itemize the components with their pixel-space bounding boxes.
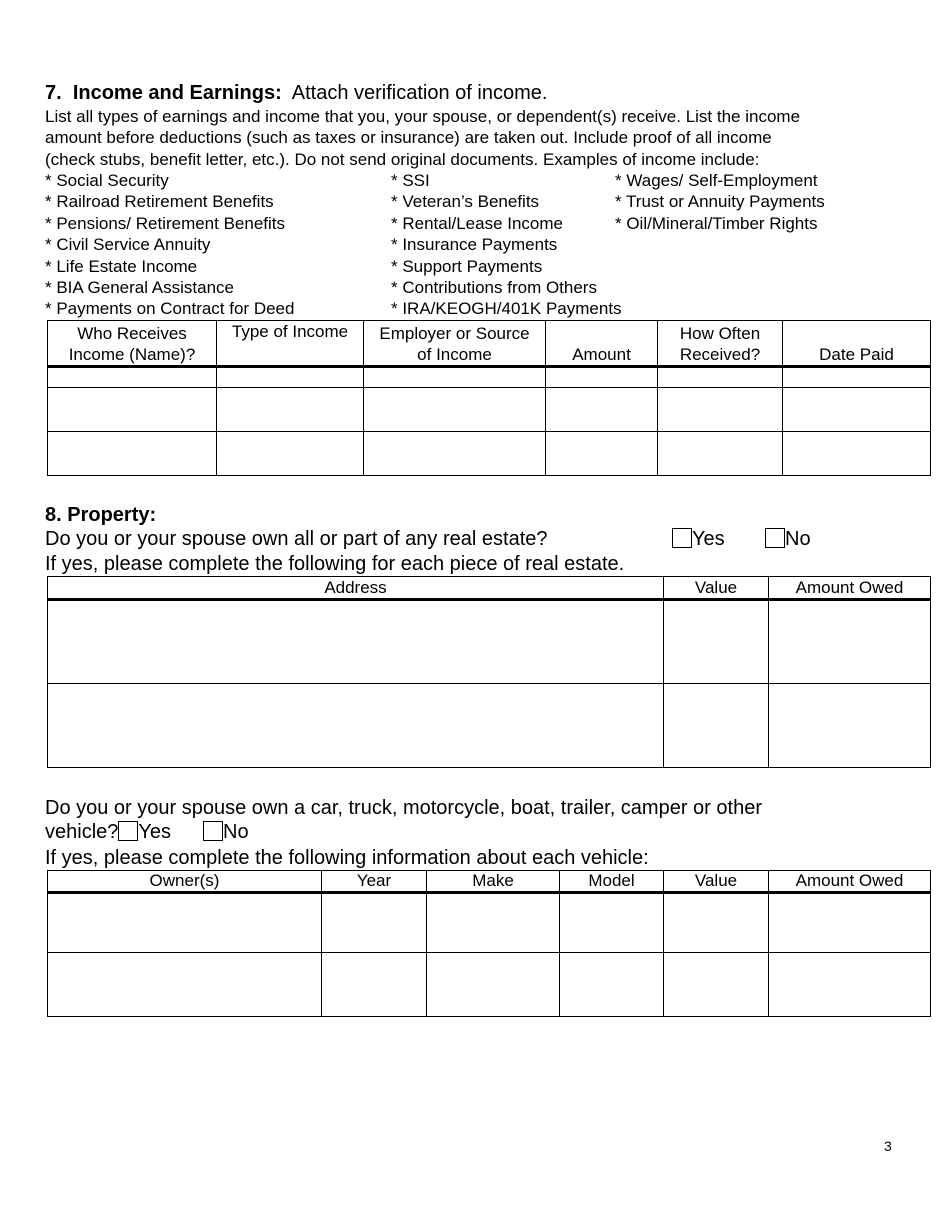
table-cell[interactable] [427, 893, 560, 953]
income-intro-line: List all types of earnings and income that you, your spouse, or dependent(s) receive. List the income [45, 107, 801, 126]
vehicle-col-year: Year [322, 871, 427, 893]
table-cell[interactable] [48, 432, 217, 476]
table-cell[interactable] [546, 388, 658, 432]
real-estate-instruction: If yes, please complete the following for each piece of real estate. [45, 553, 625, 575]
real-estate-question: Do you or your spouse own all or part of any real estate? [45, 528, 548, 550]
income-section-heading: Income and Earnings: [72, 82, 282, 104]
income-example: * Support Payments [391, 256, 543, 276]
income-section-title [45, 82, 547, 105]
vehicle-question-line1: Do you or your spouse own a car, truck, motorcycle, boat, trailer, camper or other [45, 797, 762, 819]
income-example: * SSI [391, 171, 430, 190]
vehicle-col-amount-owed: Amount Owed [769, 871, 931, 893]
income-col-type: Type of Income [217, 321, 364, 367]
vehicle-col-owner: Owner(s) [48, 871, 322, 893]
vehicle-col-make: Make [427, 871, 560, 893]
income-example: * Trust or Annuity Payments [615, 192, 825, 212]
vehicle-col-model: Model [560, 871, 664, 893]
table-row [48, 432, 931, 476]
real-estate-col-amount-owed: Amount Owed [769, 577, 931, 600]
income-col-frequency: How Often Received? [658, 321, 783, 367]
no-label: No [785, 528, 811, 550]
income-example: * Contributions from Others [391, 278, 597, 298]
table-cell[interactable] [217, 367, 364, 388]
income-example: * Pensions/ Retirement Benefits [45, 213, 286, 233]
income-col-amount: Amount [546, 321, 658, 367]
income-section-number: 7. [45, 82, 62, 104]
table-cell[interactable] [48, 388, 217, 432]
vehicle-yes-checkbox[interactable] [118, 821, 138, 841]
table-cell[interactable] [664, 684, 769, 768]
income-intro [45, 106, 800, 170]
table-cell[interactable] [364, 432, 546, 476]
income-example: * Railroad Retirement Benefits [45, 192, 274, 212]
table-row [48, 684, 931, 768]
page-number: 3 [884, 1138, 892, 1154]
vehicle-no-option[interactable] [203, 821, 249, 843]
table-cell[interactable] [783, 367, 931, 388]
real-estate-yes-option[interactable] [672, 528, 725, 551]
table-cell[interactable] [322, 893, 427, 953]
table-cell[interactable] [364, 367, 546, 388]
table-row [48, 367, 931, 388]
income-table [47, 320, 931, 476]
table-cell[interactable] [560, 953, 664, 1017]
income-example: * Veteran’s Benefits [391, 192, 540, 212]
yes-label: Yes [692, 528, 725, 550]
table-row [48, 600, 931, 684]
table-cell[interactable] [769, 893, 931, 953]
real-estate-col-address: Address [48, 577, 664, 600]
income-col-who: Who Receives Income (Name)? [48, 321, 217, 367]
income-example: * Civil Service Annuity [45, 235, 211, 255]
table-cell[interactable] [658, 388, 783, 432]
table-cell[interactable] [769, 953, 931, 1017]
table-cell[interactable] [664, 953, 769, 1017]
income-example: * Life Estate Income [45, 256, 198, 276]
property-section-title: 8. Property: [45, 504, 157, 526]
income-col-source: Employer or Source of Income [364, 321, 546, 367]
real-estate-table [47, 576, 931, 768]
table-row [48, 953, 931, 1017]
income-examples-col1 [45, 170, 294, 320]
table-cell[interactable] [364, 388, 546, 432]
yes-label: Yes [138, 821, 172, 843]
income-example: * Wages/ Self-Employment [615, 171, 818, 190]
table-cell[interactable] [546, 367, 658, 388]
real-estate-col-value: Value [664, 577, 769, 600]
income-example: * Social Security [45, 171, 169, 190]
table-cell[interactable] [560, 893, 664, 953]
income-example: * Oil/Mineral/Timber Rights [615, 213, 818, 233]
table-cell[interactable] [48, 684, 664, 768]
vehicle-table [47, 870, 931, 1017]
table-cell[interactable] [664, 600, 769, 684]
table-cell[interactable] [217, 388, 364, 432]
income-examples-col3 [615, 170, 825, 234]
income-example: * Rental/Lease Income [391, 213, 563, 233]
vehicle-instruction: If yes, please complete the following information about each vehicle: [45, 847, 649, 869]
vehicle-question-line2 [45, 821, 249, 844]
real-estate-no-option[interactable] [765, 528, 811, 551]
table-cell[interactable] [48, 953, 322, 1017]
real-estate-no-checkbox[interactable] [765, 528, 785, 548]
no-label: No [223, 821, 249, 843]
table-cell[interactable] [783, 388, 931, 432]
vehicle-col-value: Value [664, 871, 769, 893]
income-examples-col2 [391, 170, 622, 320]
income-example: * Insurance Payments [391, 235, 558, 255]
table-cell[interactable] [658, 432, 783, 476]
table-row [48, 388, 931, 432]
income-intro-line: amount before deductions (such as taxes or insurance) are taken out. Include proof of all income [45, 128, 772, 148]
table-cell[interactable] [769, 600, 931, 684]
income-intro-line: (check stubs, benefit letter, etc.). Do not send original documents. Examples of income include: [45, 149, 760, 169]
income-example: * IRA/KEOGH/401K Payments [391, 299, 622, 319]
table-cell[interactable] [546, 432, 658, 476]
table-row [48, 893, 931, 953]
table-cell[interactable] [48, 600, 664, 684]
table-cell[interactable] [427, 953, 560, 1017]
table-cell[interactable] [322, 953, 427, 1017]
income-example: * Payments on Contract for Deed [45, 299, 295, 319]
vehicle-question-text: vehicle? [45, 821, 119, 843]
table-cell[interactable] [48, 893, 322, 953]
table-cell[interactable] [658, 367, 783, 388]
income-example: * BIA General Assistance [45, 278, 234, 298]
vehicle-no-checkbox[interactable] [203, 821, 223, 841]
income-col-date-paid: Date Paid [783, 321, 931, 367]
income-section-subtitle: Attach verification of income. [291, 82, 548, 104]
table-cell[interactable] [783, 432, 931, 476]
table-cell[interactable] [664, 893, 769, 953]
vehicle-yes-option[interactable] [118, 821, 171, 843]
real-estate-yes-checkbox[interactable] [672, 528, 692, 548]
table-cell[interactable] [769, 684, 931, 768]
table-cell[interactable] [48, 367, 217, 388]
table-cell[interactable] [217, 432, 364, 476]
